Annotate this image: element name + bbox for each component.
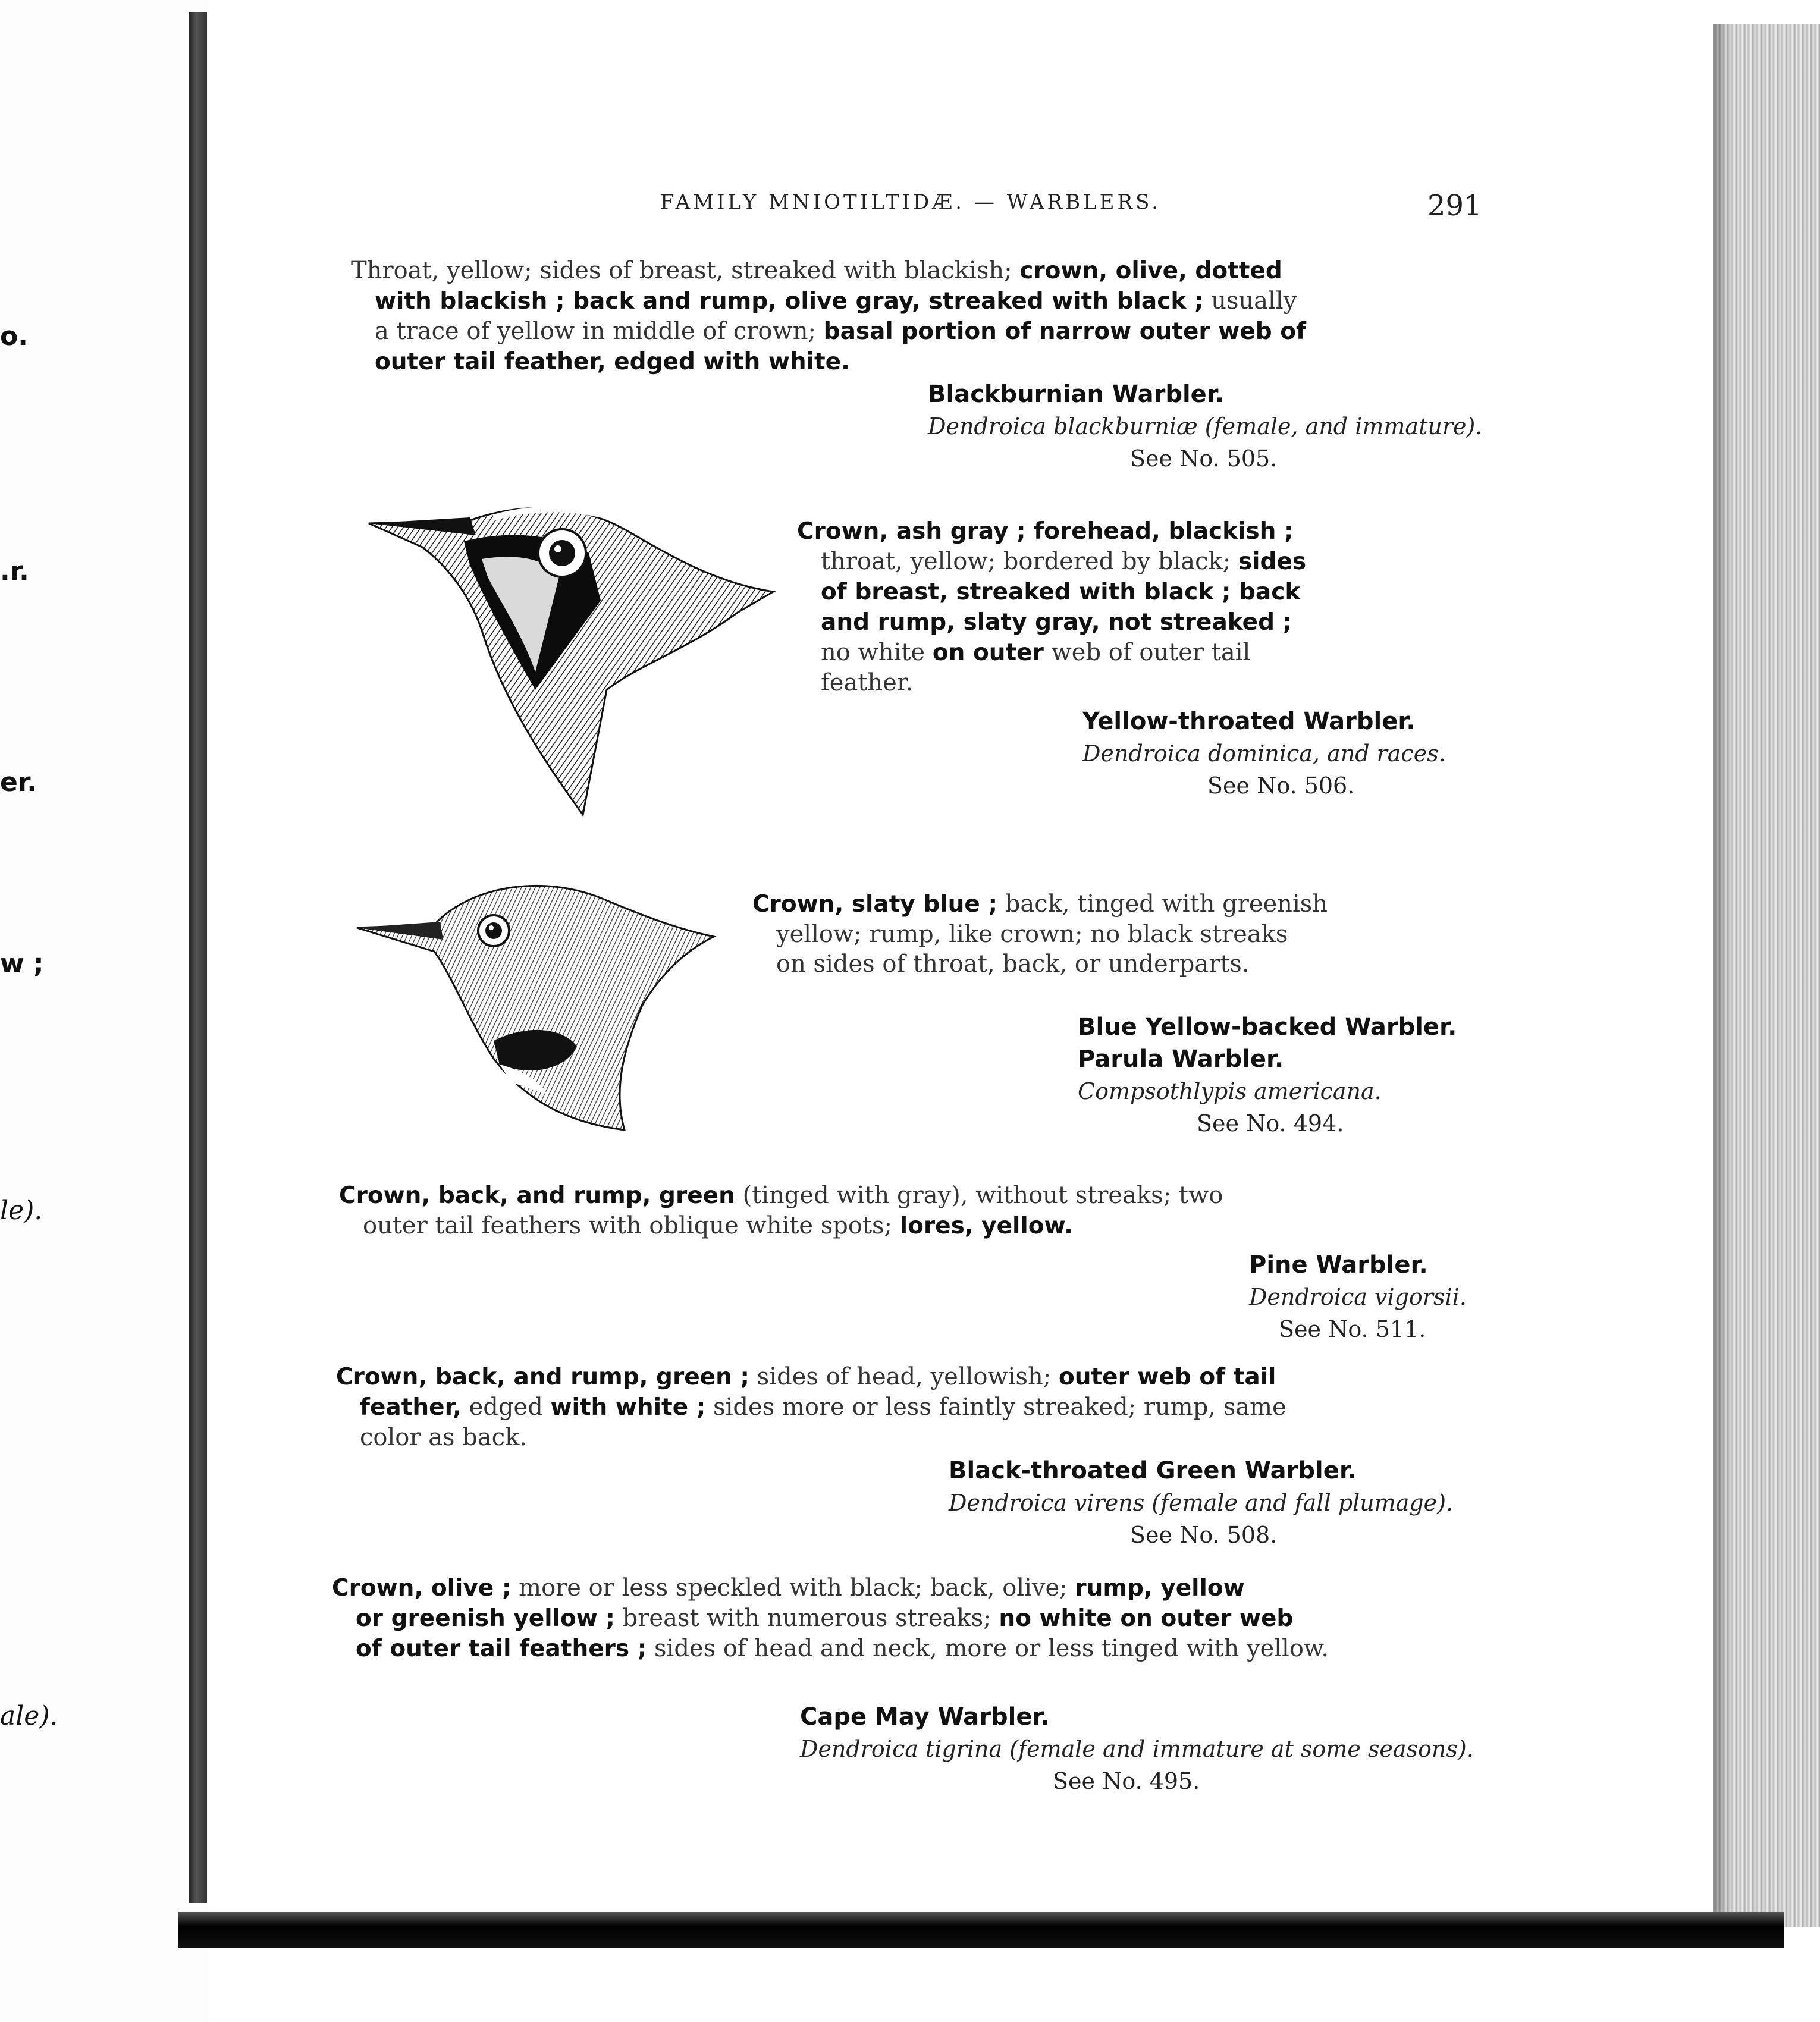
key-character-text: basal portion of narrow outer web of: [823, 318, 1306, 345]
species-scientific-name: Dendroica dominica, and races.: [1082, 740, 1446, 767]
key-character-text: and rump, slaty gray, not streaked ;: [821, 609, 1292, 636]
description-line: [336, 1362, 1286, 1392]
running-head: FAMILY MNIOTILTIDÆ. — WARBLERS.: [660, 190, 1161, 214]
description-line: [797, 547, 1306, 577]
description-line: [351, 256, 1306, 286]
species-reference: See No. 511.: [1279, 1316, 1426, 1342]
page-number: 291: [1427, 189, 1482, 222]
description-text: outer tail feathers with oblique white spots;: [363, 1212, 900, 1239]
species-scientific-name: Dendroica blackburniæ (female, and immature).: [928, 413, 1483, 439]
key-character-text: rump, yellow: [1075, 1575, 1245, 1602]
description-text: yellow; rump, like crown; no black streaks: [776, 921, 1288, 948]
description-text: sides of head and neck, more or less tinged with yellow.: [647, 1635, 1329, 1662]
description-line: [339, 1180, 1223, 1211]
species-alt-name: Parula Warbler.: [1078, 1045, 1284, 1073]
key-character-text: of breast, streaked with black ; back: [821, 579, 1301, 605]
species-reference: See No. 495.: [1053, 1768, 1200, 1794]
species-block: [1249, 1249, 1467, 1345]
description-text: Throat, yellow; sides of breast, streaked with blackish;: [351, 257, 1020, 284]
description-line: [797, 577, 1306, 607]
species-block: [1078, 1011, 1457, 1139]
key-character-text: Crown, slaty blue ;: [752, 891, 998, 918]
description-line: [752, 889, 1328, 919]
species-block: [949, 1455, 1453, 1551]
description-line: [797, 638, 1306, 668]
description-text: color as back.: [360, 1424, 528, 1451]
description-text: no white: [821, 639, 933, 666]
description-line: [336, 1392, 1286, 1423]
species-reference: See No. 508.: [1130, 1522, 1278, 1548]
species-reference: See No. 494.: [1197, 1110, 1344, 1136]
description-text: sides of head, yellowish;: [749, 1363, 1059, 1390]
facing-page-fragment: er.: [0, 767, 37, 798]
species-scientific-name: Dendroica vigorsii.: [1249, 1284, 1467, 1310]
key-character-text: outer tail feather, edged with white.: [375, 348, 850, 375]
description-text: usually: [1203, 287, 1297, 315]
entry-description: [339, 1180, 1223, 1241]
facing-page-fragment: o.: [0, 321, 28, 351]
page-edge-shadow: [1713, 24, 1731, 1927]
key-character-text: with white ;: [550, 1394, 706, 1421]
parula-warbler-head-engraving: [351, 868, 720, 1142]
description-line: [332, 1634, 1329, 1664]
species-block: [1082, 705, 1446, 802]
key-character-text: crown, olive, dotted: [1019, 258, 1282, 284]
entry-description: [332, 1573, 1329, 1664]
description-text: web of outer tail: [1043, 639, 1251, 666]
entry-description: [351, 256, 1306, 377]
key-character-text: lores, yellow.: [899, 1213, 1073, 1239]
key-character-text: Crown, olive ;: [332, 1575, 512, 1602]
bottom-scan-shadow: [178, 1912, 1784, 1948]
species-block: [800, 1701, 1474, 1797]
description-line: [797, 668, 1306, 698]
description-line: [332, 1573, 1329, 1603]
species-name: Black-throated Green Warbler.: [949, 1457, 1357, 1484]
key-character-text: Crown, back, and rump, green ;: [336, 1364, 750, 1390]
description-text: throat, yellow; bordered by black;: [821, 548, 1238, 575]
species-name: Blackburnian Warbler.: [928, 381, 1225, 408]
description-line: [797, 516, 1306, 547]
species-reference: See No. 505.: [1130, 445, 1278, 472]
facing-page-fragment: le).: [0, 1195, 43, 1226]
key-character-text: Crown, ash gray ; forehead, blackish ;: [797, 518, 1294, 545]
species-name: Pine Warbler.: [1249, 1251, 1428, 1279]
description-line: [797, 607, 1306, 638]
book-spine-shadow: [189, 12, 207, 1903]
species-name: Blue Yellow-backed Warbler.: [1078, 1013, 1457, 1041]
facing-page-fragment: .r.: [0, 556, 29, 586]
description-line: [351, 347, 1306, 377]
key-character-text: outer web of tail: [1058, 1364, 1276, 1390]
species-block: [928, 378, 1482, 475]
description-text: sides more or less faintly streaked; rump, same: [705, 1393, 1286, 1421]
description-line: [332, 1603, 1329, 1634]
key-character-text: on outer: [932, 639, 1044, 666]
description-text: breast with numerous streaks;: [614, 1605, 999, 1632]
key-character-text: or greenish yellow ;: [356, 1605, 615, 1632]
description-text: feather.: [821, 669, 914, 696]
description-text: edged: [461, 1393, 551, 1421]
species-scientific-name: Dendroica tigrina (female and immature at some seasons).: [800, 1736, 1474, 1762]
description-line: [752, 949, 1328, 979]
description-text: more or less speckled with black; back, olive;: [511, 1574, 1075, 1602]
entry-description: [797, 516, 1306, 698]
key-character-text: feather,: [360, 1394, 462, 1421]
description-line: [339, 1211, 1223, 1241]
entry-description: [752, 889, 1328, 979]
key-character-text: of outer tail feathers ;: [356, 1635, 647, 1662]
species-scientific-name: Compsothlypis americana.: [1078, 1078, 1382, 1104]
key-character-text: sides: [1238, 548, 1307, 575]
description-line: [351, 286, 1306, 316]
species-scientific-name: Dendroica virens (female and fall plumage).: [949, 1490, 1454, 1516]
entry-description: [336, 1362, 1286, 1452]
description-line: [752, 919, 1328, 949]
yellow-throated-warbler-head-engraving: [357, 494, 785, 827]
species-name: Yellow-throated Warbler.: [1082, 708, 1416, 735]
description-text: back, tinged with greenish: [997, 890, 1328, 918]
key-character-text: with blackish ; back and rump, olive gray, streaked with black ;: [375, 288, 1204, 315]
species-reference: See No. 506.: [1207, 773, 1355, 799]
description-text: a trace of yellow in middle of crown;: [375, 318, 824, 345]
facing-page-fragment: w ;: [0, 949, 44, 979]
description-text: on sides of throat, back, or underparts.: [776, 950, 1250, 978]
key-character-text: no white on outer web: [999, 1605, 1294, 1632]
species-name: Cape May Warbler.: [800, 1703, 1050, 1731]
facing-page-fragment: ale).: [0, 1701, 58, 1731]
description-line: [336, 1423, 1286, 1452]
description-text: (tinged with gray), without streaks; two: [735, 1182, 1223, 1209]
description-line: [351, 316, 1306, 347]
key-character-text: Crown, back, and rump, green: [339, 1182, 735, 1209]
